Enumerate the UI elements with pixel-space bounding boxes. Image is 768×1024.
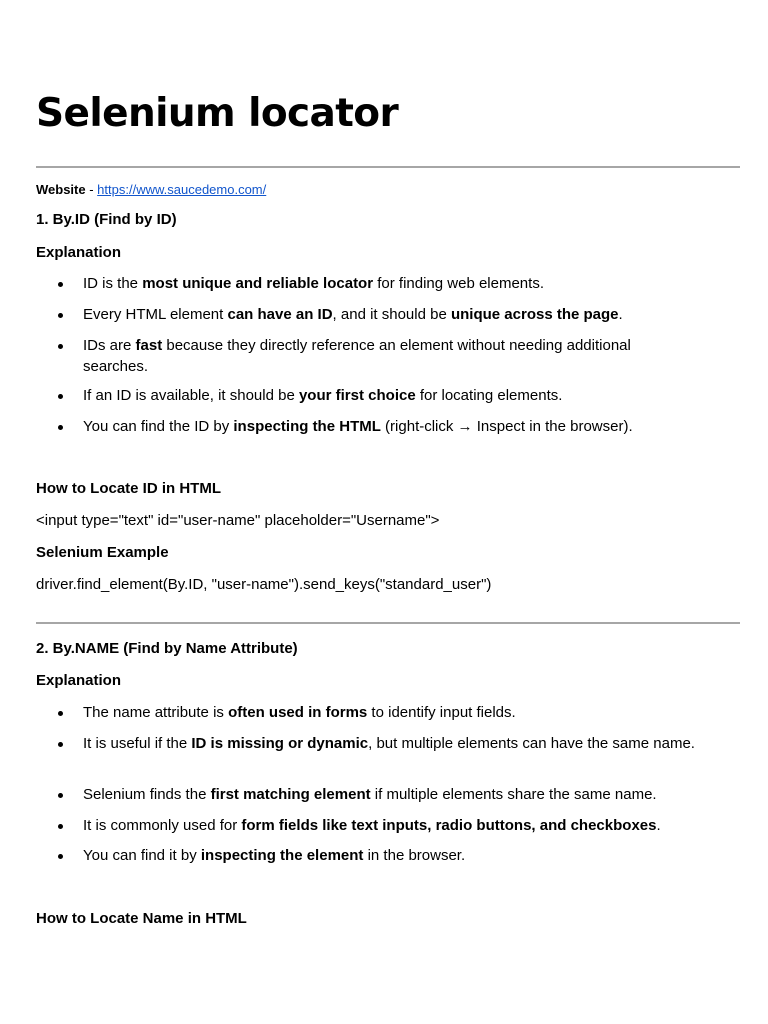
text-run: . [618,306,623,323]
bullet-icon [58,394,63,399]
text-run: (right-click → Inspect in the browser). [380,418,633,435]
website-line [36,181,266,199]
bullet-icon [58,282,63,287]
text-run: If an ID is available, it should be [83,387,299,404]
text-run: The name attribute is [83,704,229,721]
bullet-icon [58,824,63,829]
page-title: Selenium locator [36,91,399,136]
list-item-text [83,418,633,435]
list-item-text [83,817,661,834]
section-1-heading: 1. By.ID (Find by ID) [36,211,177,228]
section-1-locate-heading: How to Locate ID in HTML [36,480,221,497]
bold-text: inspecting the HTML [233,418,381,435]
text-run: in the browser. [363,847,466,864]
list-item-text [83,847,465,864]
bold-text: ID is missing or dynamic [191,735,369,752]
bold-text: inspecting the element [200,847,364,864]
text-run: You can find it by [83,847,201,864]
section-1-explanation-heading: Explanation [36,244,122,261]
list-item [36,386,726,407]
text-run: for locating elements. [415,387,563,404]
section-2-locate-heading: How to Locate Name in HTML [36,910,247,927]
list-item-text [83,337,631,375]
text-run: for finding web elements. [373,275,544,292]
bullet-icon [58,344,63,349]
bullet-icon [58,742,63,747]
section-2-explanation-heading: Explanation [36,672,122,689]
bullet-icon [58,425,63,430]
text-run: because they directly reference an element without needing additional searches. [83,337,631,375]
bullet-icon [58,793,63,798]
text-run: . [656,817,661,834]
text-run: It is commonly used for [83,817,242,834]
list-item [36,703,726,724]
list-item-text [83,387,562,404]
bullet-icon [58,711,63,716]
bold-text: unique across the page [450,306,619,323]
horizontal-rule [36,622,740,624]
section-2-heading: 2. By.NAME (Find by Name Attribute) [36,640,298,657]
list-item-text [83,786,657,803]
section-1-html-snippet: <input type="text" id="user-name" placeholder="Username"> [36,512,440,529]
text-run: , and it should be [332,306,451,323]
text-run: You can find the ID by [83,418,234,435]
text-run: , but multiple elements can have the same name. [368,735,695,752]
list-item [36,734,726,755]
list-item [36,336,726,377]
list-item-text [83,306,623,323]
list-item [36,816,726,837]
bullet-icon [58,854,63,859]
text-run: It is useful if the [83,735,192,752]
text-run: to identify input fields. [367,704,516,721]
text-run: Every HTML element [83,306,228,323]
bullet-icon [58,313,63,318]
list-item-text [83,275,544,292]
text-run: Selenium finds the [83,786,211,803]
bold-text: often used in forms [228,704,368,721]
bold-text: first matching element [210,786,371,803]
list-item [36,846,726,867]
bold-text: can have an ID [227,306,333,323]
list-item-text [83,735,695,752]
website-link[interactable]: https://www.saucedemo.com/ [97,182,267,197]
list-item [36,417,726,438]
website-separator: - [85,182,98,197]
bold-text: fast [135,337,163,354]
text-run: ID is the [83,275,143,292]
bold-text: form fields like text inputs, radio buttons, and checkboxes [241,817,657,834]
bold-text: most unique and reliable locator [142,275,374,292]
horizontal-rule [36,166,740,168]
text-run: if multiple elements share the same name. [370,786,657,803]
list-item [36,785,726,806]
bold-text: your first choice [298,387,416,404]
website-label: Website [36,182,86,197]
list-item [36,274,726,295]
list-item [36,305,726,326]
section-1-example-heading: Selenium Example [36,544,169,561]
list-item-text [83,704,516,721]
section-1-example-code: driver.find_element(By.ID, "user-name").send_keys("standard_user") [36,576,492,593]
text-run: IDs are [83,337,136,354]
